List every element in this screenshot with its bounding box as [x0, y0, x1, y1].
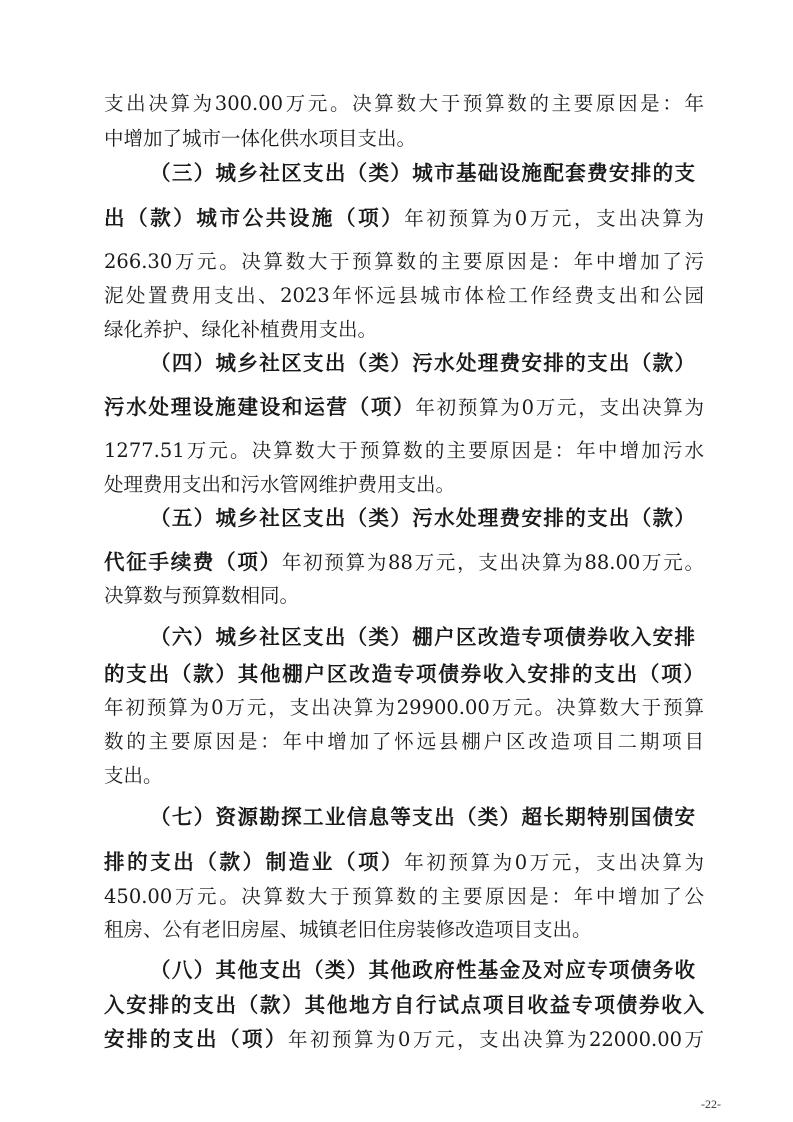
text-line: [104, 243, 704, 279]
bold-heading-text: 入安排的支出（款）其他地方自行试点项目收益专项债券收入: [104, 993, 704, 1017]
text-line: [104, 311, 704, 347]
section-heading-line: [150, 619, 695, 655]
text-line: [104, 544, 704, 580]
body-text: 年初预算为88万元，支出决算为88.00万元。: [281, 551, 704, 574]
text-line: [104, 577, 704, 613]
bold-heading-text: 代征手续费（项）: [104, 550, 282, 574]
bold-heading-text: （六）城乡社区支出（类）棚户区改造专项债券收入安排: [150, 625, 695, 649]
body-text: 年初预算为0万元，支出决算为22000.00万: [288, 1028, 704, 1051]
bold-heading-text: 的支出（款）其他棚户区改造专项债券收入安排的支出（项）: [104, 662, 704, 686]
body-text: 支出。: [104, 764, 163, 787]
text-line: [104, 120, 704, 156]
body-text: 年初预算为0万元，支出决算为29900.00万元。决算数大于预算: [104, 696, 704, 719]
body-text: 年初预算为0万元，支出决算为: [415, 396, 704, 419]
section-heading-line: [150, 155, 695, 191]
bold-heading-text: 安排的支出（项）: [104, 1027, 289, 1051]
body-text: 租房、公有老旧房屋、城镇老旧住房装修改造项目支出。: [104, 918, 592, 941]
text-line: [104, 85, 704, 121]
text-line: [104, 987, 704, 1023]
text-line: [104, 689, 704, 725]
body-text: 年初预算为0万元，支出决算为: [404, 851, 704, 874]
body-text: 泥处置费用支出、2023年怀远县城市体检工作经费支出和公园: [104, 284, 704, 307]
text-line: [104, 911, 704, 947]
text-line: [104, 389, 704, 425]
text-line: [104, 277, 704, 313]
text-line: [104, 757, 704, 793]
section-heading-line: [150, 799, 695, 835]
bold-heading-text: （八）其他支出（类）其他政府性基金及对应专项债务收: [150, 958, 695, 982]
page-number: -22-: [701, 1097, 721, 1111]
bold-heading-text: （四）城乡社区支出（类）污水处理费安排的支出（款）: [150, 351, 695, 375]
body-text: 1277.51万元。决算数大于预算数的主要原因是：年中增加污水: [104, 439, 704, 462]
body-text: 年初预算为0万元，支出决算为: [404, 207, 704, 230]
text-line: [104, 1021, 704, 1057]
bold-heading-text: 出（款）城市公共设施（项）: [104, 206, 405, 230]
body-text: 决算数与预算数相同。: [104, 584, 300, 607]
text-line: [104, 878, 704, 914]
text-line: [104, 723, 704, 759]
bold-heading-text: 排的支出（款）制造业（项）: [104, 850, 405, 874]
body-text: 266.30万元。决算数大于预算数的主要原因是：年中增加了污: [104, 250, 704, 273]
text-line: [104, 844, 704, 880]
body-text: 支出决算为300.00万元。决算数大于预算数的主要原因是：年: [104, 92, 704, 115]
body-text: 450.00万元。决算数大于预算数的主要原因是：年中增加了公: [104, 885, 704, 908]
body-text: 处理费用支出和污水管网维护费用支出。: [104, 473, 456, 496]
body-text: 中增加了城市一体化供水项目支出。: [104, 127, 417, 150]
text-line: [104, 432, 704, 468]
bold-heading-text: 污水处理设施建设和运营（项）: [104, 395, 416, 419]
bold-heading-text: （七）资源勘探工业信息等支出（类）超长期特别国债安: [150, 805, 695, 829]
body-text: 数的主要原因是：年中增加了怀远县棚户区改造项目二期项目: [104, 730, 704, 753]
section-heading-line: [150, 952, 695, 988]
text-line: [104, 200, 704, 236]
text-line: [104, 466, 704, 502]
section-heading-line: [150, 500, 695, 536]
section-heading-line: [150, 345, 695, 381]
body-text: 绿化养护、绿化补植费用支出。: [104, 318, 378, 341]
bold-heading-text: （三）城乡社区支出（类）城市基础设施配套费安排的支: [150, 161, 695, 185]
text-line: [104, 656, 704, 692]
bold-heading-text: （五）城乡社区支出（类）污水处理费安排的支出（款）: [150, 506, 695, 530]
